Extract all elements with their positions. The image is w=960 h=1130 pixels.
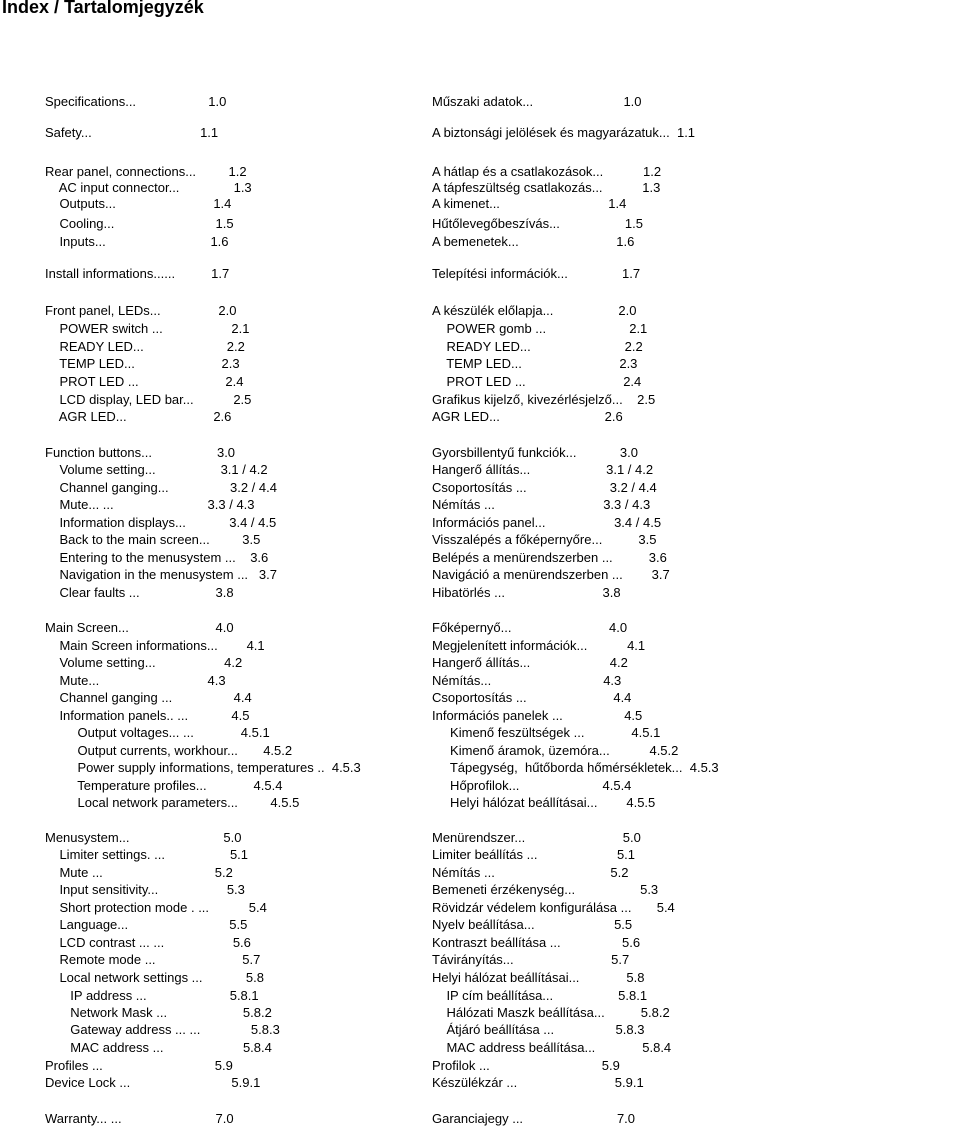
toc-line[interactable]: Visszalépés a főképernyőre... 3.5 [432,532,657,547]
toc-line[interactable]: LCD contrast ... ... 5.6 [45,935,251,950]
toc-line[interactable]: Network Mask ... 5.8.2 [45,1005,272,1020]
toc-line[interactable]: Némítás... 4.3 [432,673,622,688]
toc-line[interactable]: Hűtőlevegőbeszívás... 1.5 [432,216,643,231]
toc-line[interactable]: Garanciajegy ... 7.0 [432,1111,636,1126]
toc-line[interactable]: Information displays... 3.4 / 4.5 [45,515,277,530]
toc-line[interactable]: Mute ... 5.2 [45,865,233,880]
toc-line[interactable]: Inputs... 1.6 [45,234,229,249]
toc-line[interactable]: Főképernyő... 4.0 [432,620,628,635]
toc-line[interactable]: A készülék előlapja... 2.0 [432,303,637,318]
toc-line[interactable]: Csoportosítás ... 4.4 [432,690,632,705]
toc-line[interactable]: A tápfeszültség csatlakozás... 1.3 [432,180,661,195]
toc-line[interactable]: Warranty... ... 7.0 [45,1111,234,1126]
toc-line[interactable]: MAC address ... 5.8.4 [45,1040,272,1055]
toc-line[interactable]: Volume setting... 4.2 [45,655,243,670]
toc-line[interactable]: Output currents, workhour... 4.5.2 [45,743,293,758]
toc-line[interactable]: Hangerő állítás... 4.2 [432,655,628,670]
toc-line[interactable]: AGR LED... 2.6 [45,409,232,424]
toc-line[interactable]: Hangerő állítás... 3.1 / 4.2 [432,462,654,477]
toc-line[interactable]: Némítás ... 5.2 [432,865,629,880]
toc-line[interactable]: Temperature profiles... 4.5.4 [45,778,283,793]
toc-line[interactable]: Navigation in the menusystem ... 3.7 [45,567,277,582]
toc-line[interactable]: Gyorsbillentyű funkciók... 3.0 [432,445,638,460]
toc-line[interactable]: Mute... 4.3 [45,673,226,688]
toc-line[interactable]: PROT LED ... 2.4 [432,374,642,389]
toc-line[interactable]: Navigáció a menürendszerben ... 3.7 [432,567,670,582]
toc-line[interactable]: IP cím beállítása... 5.8.1 [432,988,648,1003]
toc-line[interactable]: Belépés a menürendszerben ... 3.6 [432,550,667,565]
toc-line[interactable]: Helyi hálózat beállításai... 5.8 [432,970,645,985]
toc-line[interactable]: Bemeneti érzékenység... 5.3 [432,882,659,897]
toc-line[interactable]: Mute... ... 3.3 / 4.3 [45,497,255,512]
toc-line[interactable]: Menürendszer... 5.0 [432,830,641,845]
toc-line[interactable]: Output voltages... ... 4.5.1 [45,725,270,740]
toc-line[interactable]: Main Screen informations... 4.1 [45,638,265,653]
toc-line[interactable]: Specifications... 1.0 [45,94,227,109]
toc-line[interactable]: Műszaki adatok... 1.0 [432,94,642,109]
toc-line[interactable]: Hibatörlés ... 3.8 [432,585,621,600]
toc-line[interactable]: Limiter settings. ... 5.1 [45,847,249,862]
toc-line[interactable]: Input sensitivity... 5.3 [45,882,245,897]
toc-line[interactable]: Remote mode ... 5.7 [45,952,261,967]
toc-line[interactable]: Device Lock ... 5.9.1 [45,1075,261,1090]
toc-line[interactable]: A biztonsági jelölések és magyarázatuk... 1.1 [432,125,696,140]
toc-line[interactable]: Rear panel, connections... 1.2 [45,164,247,179]
toc-line[interactable]: Local network settings ... 5.8 [45,970,264,985]
toc-line[interactable]: Kimenő feszültségek ... 4.5.1 [432,725,661,740]
toc-line[interactable]: Tápegység, hűtőborda hőmérsékletek... 4.5.3 [432,760,719,775]
toc-line[interactable]: Hálózati Maszk beállítása... 5.8.2 [432,1005,670,1020]
toc-line[interactable]: AGR LED... 2.6 [432,409,623,424]
toc-line[interactable]: Grafikus kijelző, kivezérlésjelző... 2.5 [432,392,656,407]
toc-line[interactable]: Gateway address ... ... 5.8.3 [45,1022,280,1037]
toc-line[interactable]: A kimenet... 1.4 [432,196,627,211]
toc-line[interactable]: A bemenetek... 1.6 [432,234,635,249]
toc-line[interactable]: Cooling... 1.5 [45,216,234,231]
toc-line[interactable]: Short protection mode . ... 5.4 [45,900,267,915]
toc-line[interactable]: Profilok ... 5.9 [432,1058,620,1073]
toc-line[interactable]: MAC address beállítása... 5.8.4 [432,1040,672,1055]
toc-line[interactable]: Main Screen... 4.0 [45,620,234,635]
toc-line[interactable]: READY LED... 2.2 [45,339,245,354]
toc-line[interactable]: POWER switch ... 2.1 [45,321,250,336]
toc-line[interactable]: A hátlap és a csatlakozások... 1.2 [432,164,662,179]
toc-line[interactable]: Entering to the menusystem ... 3.6 [45,550,269,565]
toc-line[interactable]: LCD display, LED bar... 2.5 [45,392,252,407]
toc-line[interactable]: Menusystem... 5.0 [45,830,242,845]
toc-line[interactable]: AC input connector... 1.3 [45,180,252,195]
toc-line[interactable]: Clear faults ... 3.8 [45,585,234,600]
toc-line[interactable]: Language... 5.5 [45,917,248,932]
toc-line[interactable]: Átjáró beállítása ... 5.8.3 [432,1022,645,1037]
toc-line[interactable]: Volume setting... 3.1 / 4.2 [45,462,268,477]
toc-line[interactable]: Outputs... 1.4 [45,196,232,211]
toc-line[interactable]: Front panel, LEDs... 2.0 [45,303,237,318]
toc-line[interactable]: Nyelv beállítása... 5.5 [432,917,633,932]
toc-line[interactable]: Limiter beállítás ... 5.1 [432,847,636,862]
toc-line[interactable]: READY LED... 2.2 [432,339,643,354]
toc-line[interactable]: Helyi hálózat beállításai... 4.5.5 [432,795,656,810]
toc-line[interactable]: Local network parameters... 4.5.5 [45,795,300,810]
toc-line[interactable]: IP address ... 5.8.1 [45,988,259,1003]
toc-line[interactable]: Információs panelek ... 4.5 [432,708,643,723]
toc-line[interactable]: Készülékzár ... 5.9.1 [432,1075,644,1090]
toc-line[interactable]: Távirányítás... 5.7 [432,952,630,967]
toc-line[interactable]: Power supply informations, temperatures .. 4.5.3 [45,760,361,775]
toc-line[interactable]: TEMP LED... 2.3 [432,356,638,371]
toc-line[interactable]: Kontraszt beállítása ... 5.6 [432,935,641,950]
toc-line[interactable]: Rövidzár védelem konfigurálása ... 5.4 [432,900,675,915]
toc-line[interactable]: Telepítési információk... 1.7 [432,266,641,281]
toc-line[interactable]: Back to the main screen... 3.5 [45,532,261,547]
toc-line[interactable]: Megjelenített információk... 4.1 [432,638,646,653]
toc-line[interactable]: Némítás ... 3.3 / 4.3 [432,497,651,512]
toc-line[interactable]: Channel ganging... 3.2 / 4.4 [45,480,277,495]
toc-line[interactable]: Channel ganging ... 4.4 [45,690,252,705]
toc-line[interactable]: POWER gomb ... 2.1 [432,321,648,336]
toc-line[interactable]: Csoportosítás ... 3.2 / 4.4 [432,480,657,495]
toc-line[interactable]: Information panels.. ... 4.5 [45,708,250,723]
toc-line[interactable]: Install informations...... 1.7 [45,266,230,281]
toc-line[interactable]: Kimenő áramok, üzemóra... 4.5.2 [432,743,679,758]
toc-line[interactable]: Hőprofilok... 4.5.4 [432,778,632,793]
toc-line[interactable]: Profiles ... 5.9 [45,1058,233,1073]
toc-line[interactable]: TEMP LED... 2.3 [45,356,240,371]
toc-line[interactable]: Információs panel... 3.4 / 4.5 [432,515,662,530]
toc-line[interactable]: Safety... 1.1 [45,125,219,140]
page-title: Index / Tartalomjegyzék [2,0,204,17]
toc-line[interactable]: PROT LED ... 2.4 [45,374,244,389]
toc-line[interactable]: Function buttons... 3.0 [45,445,236,460]
